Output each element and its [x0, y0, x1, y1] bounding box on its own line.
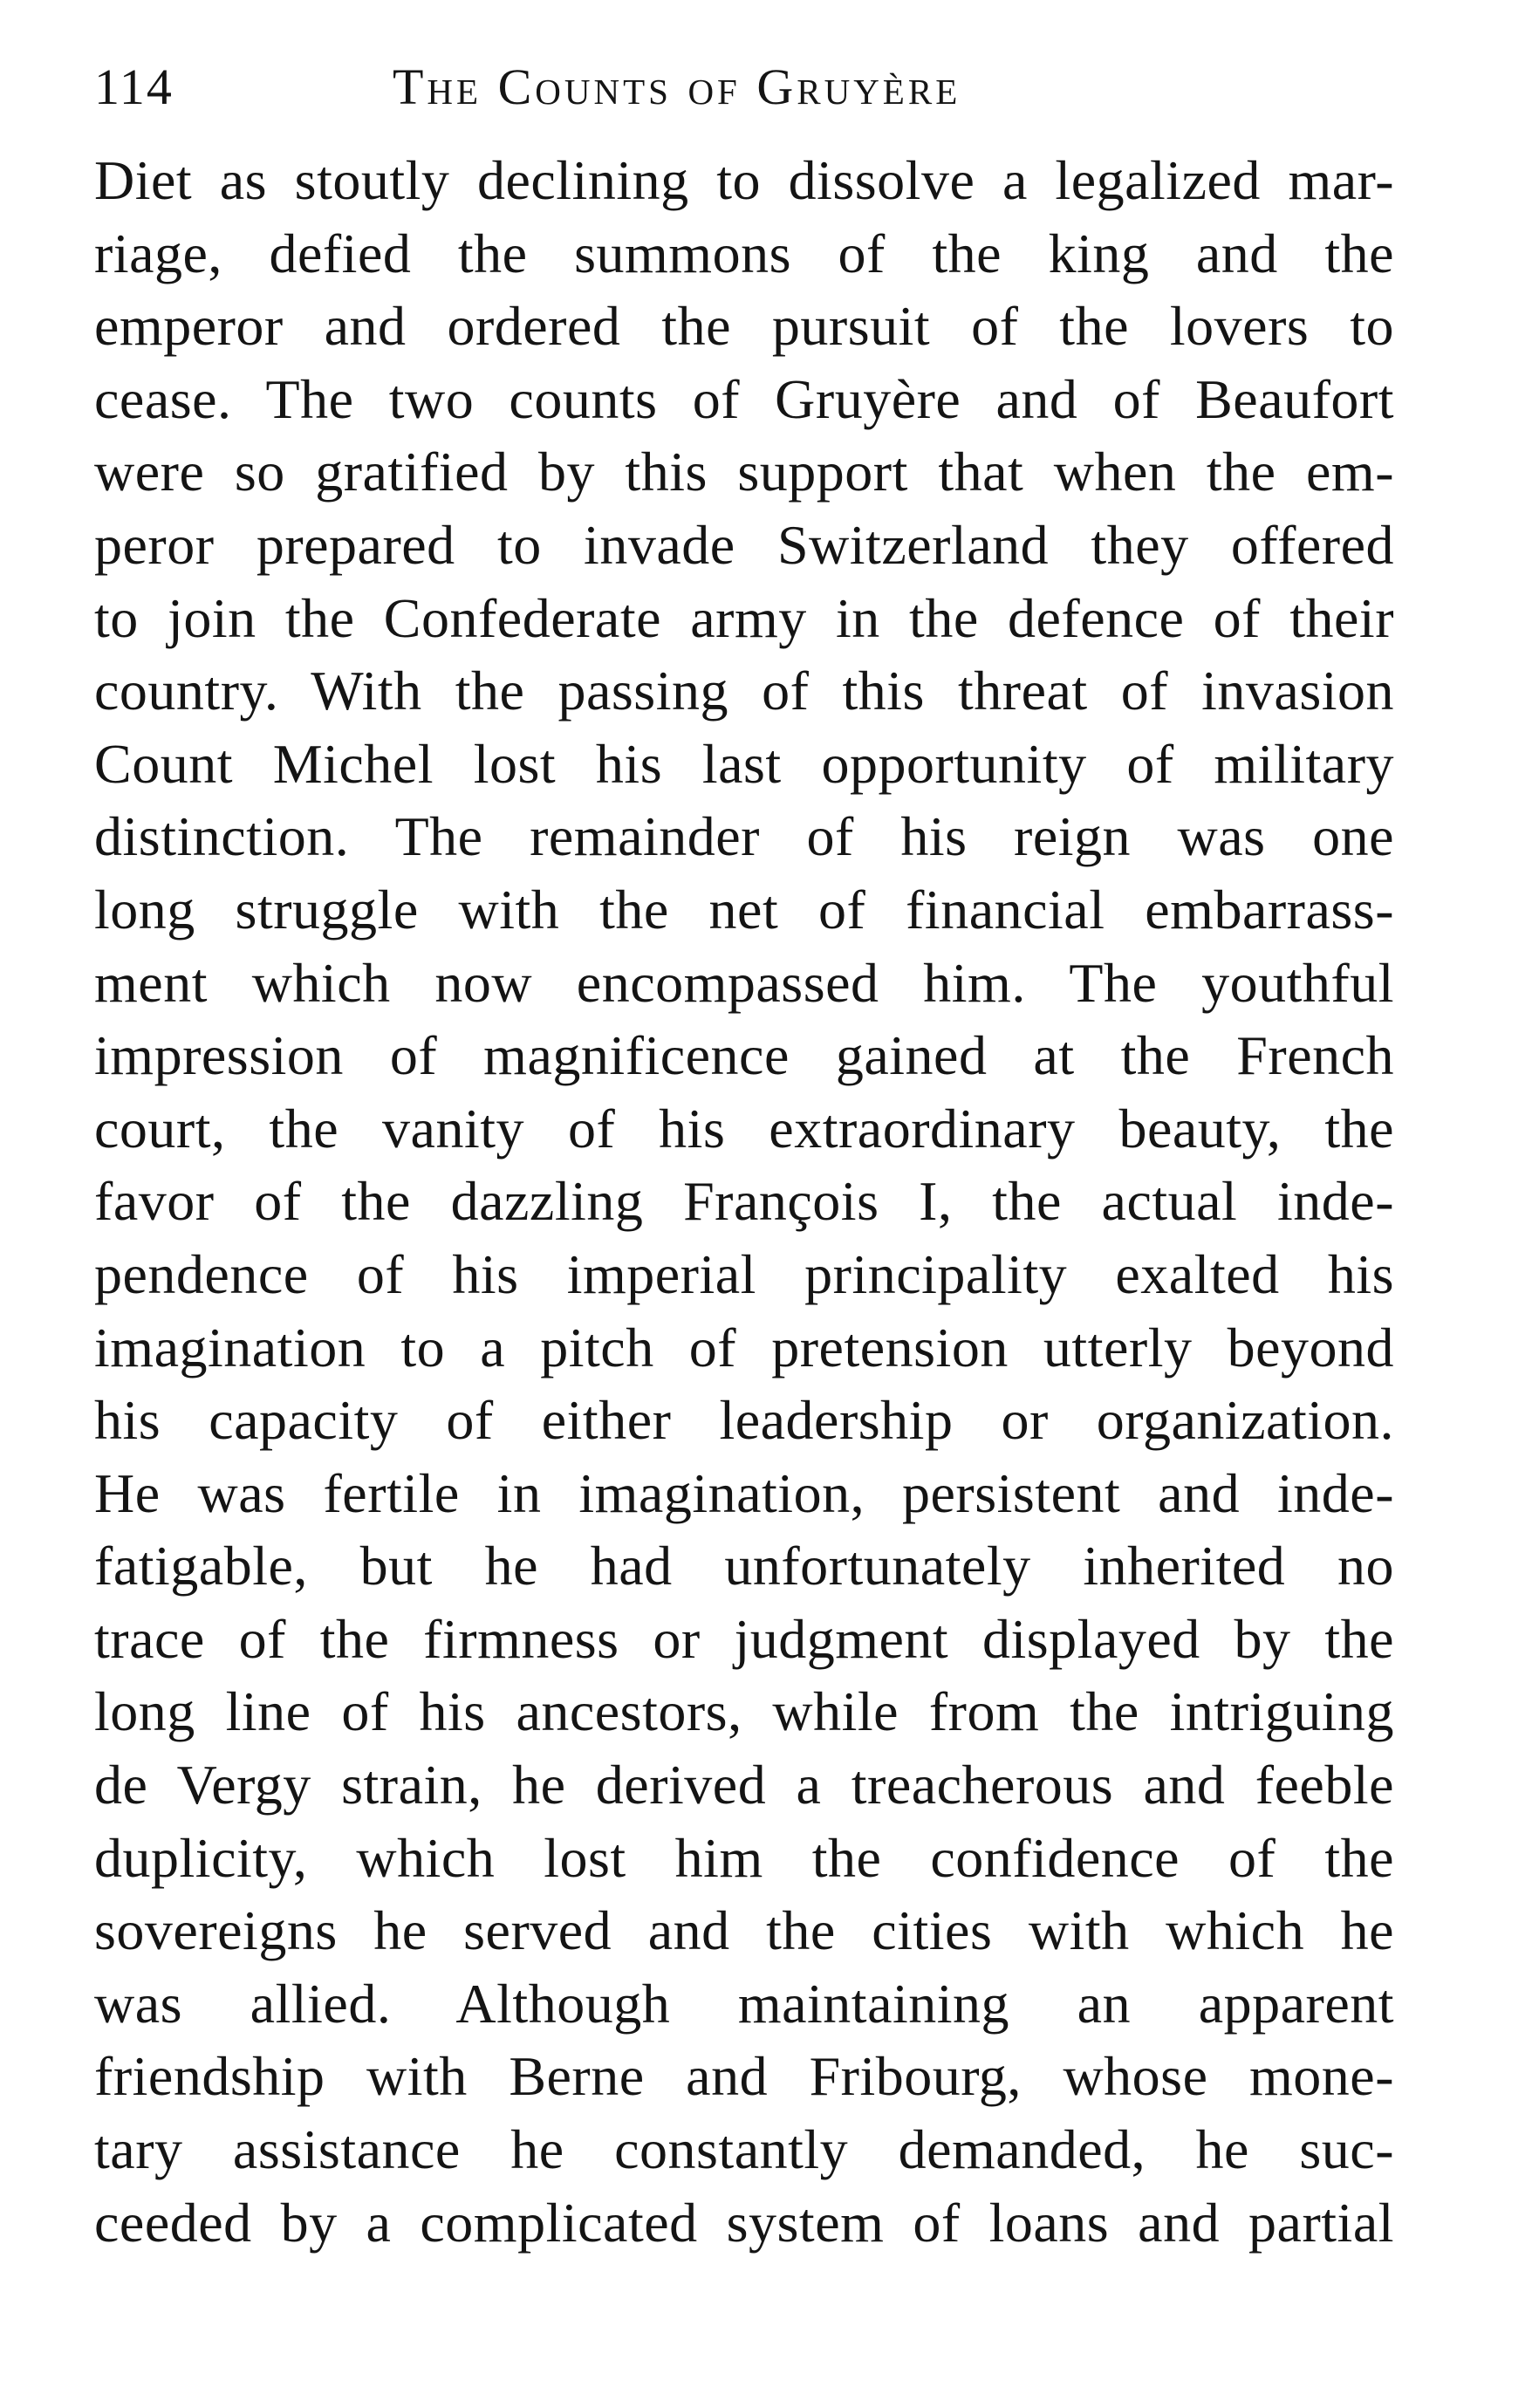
text-line: sovereigns he served and the cities with which he [94, 1899, 1394, 1962]
text-line: riage, defied the summons of the king and the [94, 222, 1394, 284]
text-line: emperor and ordered the pursuit of the lovers to [94, 295, 1394, 358]
text-line: pendence of his imperial principality exalted his [94, 1242, 1394, 1305]
text-line: peror prepared to invade Switzerland they offered [94, 513, 1394, 576]
text-line: imagination to a pitch of pretension utterly beyond [94, 1316, 1394, 1378]
text-line: tary assistance he constantly demanded, he suc- [94, 2118, 1394, 2181]
text-line: to join the Confederate army in the defence of their [94, 586, 1394, 649]
text-line: his capacity of either leadership or organization. [94, 1389, 1394, 1452]
page-number: 114 [94, 58, 174, 115]
text-line: country. With the passing of this threat of invasion [94, 660, 1394, 722]
text-line: were so gratified by this support that when the em- [94, 441, 1394, 503]
text-line: long struggle with the net of financial embarrass- [94, 878, 1394, 941]
text-line: friendship with Berne and Fribourg, whose mone- [94, 2045, 1394, 2108]
text-line: ceeded by a complicated system of loans and partial [94, 2191, 1394, 2254]
text-line: Diet as stoutly declining to dissolve a legalized mar- [94, 149, 1394, 211]
text-line: distinction. The remainder of his reign was one [94, 805, 1394, 868]
text-line: was allied. Although maintaining an apparent [94, 1972, 1394, 2035]
body-text [94, 144, 1394, 2259]
text-line: impression of magnificence gained at the French [94, 1024, 1394, 1087]
text-line: cease. The two counts of Gruyère and of Beaufort [94, 367, 1394, 430]
text-line: fatigable, but he had unfortunately inherited no [94, 1535, 1394, 1597]
text-line: ment which now encompassed him. The youthful [94, 951, 1394, 1014]
text-line: trace of the firmness or judgment displayed by the [94, 1607, 1394, 1670]
running-head [94, 45, 1403, 133]
text-line: He was fertile in imagination, persistent and inde- [94, 1461, 1394, 1524]
text-line: long line of his ancestors, while from the intriguing [94, 1680, 1394, 1743]
running-title: The Counts of Gruyère [393, 58, 961, 115]
text-line: Count Michel lost his last opportunity of military [94, 732, 1394, 795]
text-line: de Vergy strain, he derived a treacherous and feeble [94, 1754, 1394, 1816]
text-line: favor of the dazzling François I, the actual inde- [94, 1170, 1394, 1233]
text-line: court, the vanity of his extraordinary beauty, the [94, 1097, 1394, 1160]
text-line: duplicity, which lost him the confidence of the [94, 1826, 1394, 1889]
